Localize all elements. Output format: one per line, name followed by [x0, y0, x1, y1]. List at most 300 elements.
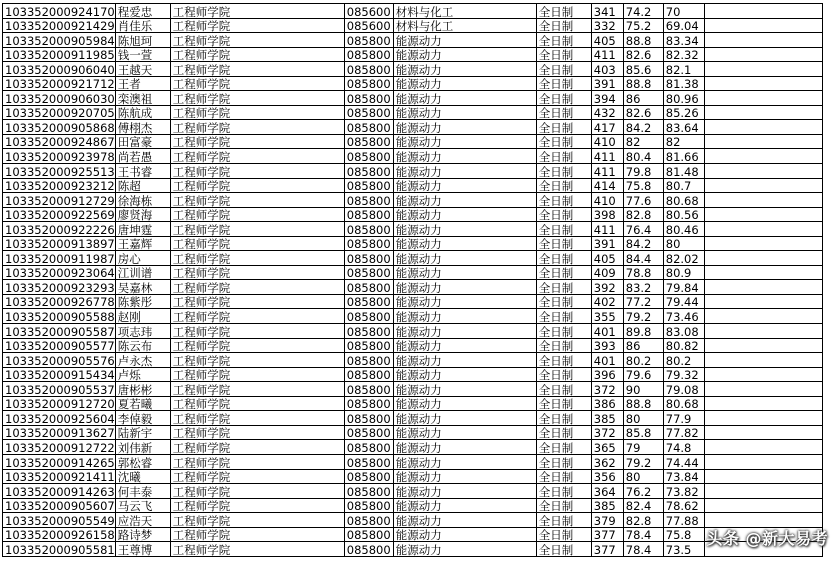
major-name-cell: 能源动力	[393, 309, 536, 324]
study-mode-cell: 全日制	[536, 33, 591, 48]
major-name-cell: 能源动力	[393, 207, 536, 222]
college-cell: 工程师学院	[170, 440, 344, 455]
major-code-cell: 085800	[344, 105, 393, 120]
retest-score-cell: 79.6	[623, 367, 663, 382]
blank-cell	[704, 265, 822, 280]
name-cell: 路诗梦	[115, 527, 170, 542]
major-name-cell: 能源动力	[393, 178, 536, 193]
name-cell: 王书睿	[115, 164, 170, 179]
retest-score-cell: 80	[623, 411, 663, 426]
major-name-cell: 能源动力	[393, 353, 536, 368]
major-name-cell: 能源动力	[393, 513, 536, 528]
exam-id-cell: 103352000920705	[3, 105, 116, 120]
total-score-cell: 80.82	[663, 338, 704, 353]
college-cell: 工程师学院	[170, 18, 344, 33]
major-name-cell: 能源动力	[393, 105, 536, 120]
retest-score-cell: 80.2	[623, 353, 663, 368]
initial-score-cell: 402	[591, 294, 623, 309]
name-cell: 尚若愚	[115, 149, 170, 164]
retest-score-cell: 77.6	[623, 193, 663, 208]
college-cell: 工程师学院	[170, 47, 344, 62]
major-code-cell: 085800	[344, 207, 393, 222]
blank-cell	[704, 324, 822, 339]
major-code-cell: 085800	[344, 164, 393, 179]
blank-cell	[704, 513, 822, 528]
major-name-cell: 能源动力	[393, 280, 536, 295]
major-name-cell: 能源动力	[393, 469, 536, 484]
initial-score-cell: 401	[591, 353, 623, 368]
name-cell: 徐海栋	[115, 193, 170, 208]
initial-score-cell: 372	[591, 425, 623, 440]
table-row	[3, 324, 823, 339]
retest-score-cell: 88.8	[623, 76, 663, 91]
study-mode-cell: 全日制	[536, 207, 591, 222]
college-cell: 工程师学院	[170, 251, 344, 266]
college-cell: 工程师学院	[170, 484, 344, 499]
major-name-cell: 能源动力	[393, 222, 536, 237]
initial-score-cell: 405	[591, 251, 623, 266]
major-code-cell: 085800	[344, 280, 393, 295]
table-row	[3, 251, 823, 266]
exam-id-cell: 103352000922569	[3, 207, 116, 222]
major-code-cell: 085800	[344, 134, 393, 149]
retest-score-cell: 80.4	[623, 149, 663, 164]
table-row	[3, 164, 823, 179]
college-cell: 工程师学院	[170, 454, 344, 469]
table-row	[3, 454, 823, 469]
major-code-cell: 085800	[344, 484, 393, 499]
name-cell: 肖佳乐	[115, 18, 170, 33]
major-name-cell: 能源动力	[393, 33, 536, 48]
blank-cell	[704, 498, 822, 513]
exam-id-cell: 103352000905549	[3, 513, 116, 528]
retest-score-cell: 79.2	[623, 454, 663, 469]
retest-score-cell: 75.8	[623, 178, 663, 193]
name-cell: 何丰泰	[115, 484, 170, 499]
study-mode-cell: 全日制	[536, 236, 591, 251]
name-cell: 陈超	[115, 178, 170, 193]
retest-score-cell: 83.2	[623, 280, 663, 295]
name-cell: 沈曦	[115, 469, 170, 484]
total-score-cell: 82.1	[663, 62, 704, 77]
exam-id-cell: 103352000905576	[3, 353, 116, 368]
college-cell: 工程师学院	[170, 33, 344, 48]
major-code-cell: 085800	[344, 469, 393, 484]
exam-id-cell: 103352000926158	[3, 527, 116, 542]
blank-cell	[704, 411, 822, 426]
table-row	[3, 309, 823, 324]
name-cell: 陆新宇	[115, 425, 170, 440]
college-cell: 工程师学院	[170, 149, 344, 164]
major-name-cell: 能源动力	[393, 542, 536, 557]
initial-score-cell: 411	[591, 222, 623, 237]
major-code-cell: 085800	[344, 33, 393, 48]
college-cell: 工程师学院	[170, 193, 344, 208]
initial-score-cell: 392	[591, 280, 623, 295]
total-score-cell: 77.88	[663, 513, 704, 528]
total-score-cell: 81.66	[663, 149, 704, 164]
total-score-cell: 69.04	[663, 18, 704, 33]
initial-score-cell: 396	[591, 367, 623, 382]
table-row	[3, 105, 823, 120]
major-code-cell: 085800	[344, 513, 393, 528]
total-score-cell: 80	[663, 236, 704, 251]
total-score-cell: 77.82	[663, 425, 704, 440]
blank-cell	[704, 164, 822, 179]
blank-cell	[704, 33, 822, 48]
major-name-cell: 能源动力	[393, 382, 536, 397]
table-row	[3, 484, 823, 499]
exam-id-cell: 103352000905537	[3, 382, 116, 397]
retest-score-cell: 86	[623, 91, 663, 106]
major-code-cell: 085800	[344, 338, 393, 353]
table-row	[3, 382, 823, 397]
name-cell: 应浩天	[115, 513, 170, 528]
college-cell: 工程师学院	[170, 134, 344, 149]
blank-cell	[704, 207, 822, 222]
major-code-cell: 085800	[344, 222, 393, 237]
blank-cell	[704, 4, 822, 19]
total-score-cell: 82.32	[663, 47, 704, 62]
total-score-cell: 70	[663, 4, 704, 19]
exam-id-cell: 103352000926778	[3, 294, 116, 309]
major-name-cell: 能源动力	[393, 47, 536, 62]
college-cell: 工程师学院	[170, 309, 344, 324]
study-mode-cell: 全日制	[536, 105, 591, 120]
study-mode-cell: 全日制	[536, 440, 591, 455]
retest-score-cell: 82.6	[623, 47, 663, 62]
total-score-cell: 85.26	[663, 105, 704, 120]
exam-id-cell: 103352000913897	[3, 236, 116, 251]
college-cell: 工程师学院	[170, 498, 344, 513]
name-cell: 田富豪	[115, 134, 170, 149]
initial-score-cell: 398	[591, 207, 623, 222]
name-cell: 马云飞	[115, 498, 170, 513]
major-code-cell: 085800	[344, 382, 393, 397]
major-code-cell: 085800	[344, 265, 393, 280]
blank-cell	[704, 47, 822, 62]
total-score-cell: 79.32	[663, 367, 704, 382]
blank-cell	[704, 353, 822, 368]
exam-id-cell: 103352000925604	[3, 411, 116, 426]
exam-id-cell: 103352000921411	[3, 469, 116, 484]
total-score-cell: 73.46	[663, 309, 704, 324]
blank-cell	[704, 382, 822, 397]
retest-score-cell: 80	[623, 469, 663, 484]
major-code-cell: 085800	[344, 454, 393, 469]
blank-cell	[704, 294, 822, 309]
retest-score-cell: 90	[623, 382, 663, 397]
study-mode-cell: 全日制	[536, 513, 591, 528]
exam-id-cell: 103352000912722	[3, 440, 116, 455]
major-name-cell: 能源动力	[393, 251, 536, 266]
retest-score-cell: 88.8	[623, 396, 663, 411]
table-row	[3, 411, 823, 426]
total-score-cell: 80.2	[663, 353, 704, 368]
retest-score-cell: 84.2	[623, 120, 663, 135]
retest-score-cell: 85.8	[623, 425, 663, 440]
table-row	[3, 76, 823, 91]
name-cell: 卢烁	[115, 367, 170, 382]
initial-score-cell: 379	[591, 513, 623, 528]
blank-cell	[704, 484, 822, 499]
exam-id-cell: 103352000905868	[3, 120, 116, 135]
major-code-cell: 085800	[344, 193, 393, 208]
major-name-cell: 能源动力	[393, 396, 536, 411]
exam-id-cell: 103352000905607	[3, 498, 116, 513]
major-code-cell: 085800	[344, 309, 393, 324]
college-cell: 工程师学院	[170, 207, 344, 222]
study-mode-cell: 全日制	[536, 338, 591, 353]
exam-id-cell: 103352000911987	[3, 251, 116, 266]
college-cell: 工程师学院	[170, 513, 344, 528]
table-row	[3, 120, 823, 135]
initial-score-cell: 414	[591, 178, 623, 193]
major-name-cell: 能源动力	[393, 454, 536, 469]
blank-cell	[704, 425, 822, 440]
study-mode-cell: 全日制	[536, 134, 591, 149]
total-score-cell: 73.84	[663, 469, 704, 484]
total-score-cell: 78.62	[663, 498, 704, 513]
name-cell: 陈旭珂	[115, 33, 170, 48]
blank-cell	[704, 76, 822, 91]
study-mode-cell: 全日制	[536, 484, 591, 499]
total-score-cell: 81.48	[663, 164, 704, 179]
initial-score-cell: 386	[591, 396, 623, 411]
total-score-cell: 83.64	[663, 120, 704, 135]
major-code-cell: 085800	[344, 425, 393, 440]
name-cell: 刘伟新	[115, 440, 170, 455]
name-cell: 李倬毅	[115, 411, 170, 426]
initial-score-cell: 432	[591, 105, 623, 120]
study-mode-cell: 全日制	[536, 280, 591, 295]
initial-score-cell: 391	[591, 236, 623, 251]
retest-score-cell: 82.8	[623, 207, 663, 222]
exam-id-cell: 103352000922226	[3, 222, 116, 237]
table-row	[3, 91, 823, 106]
study-mode-cell: 全日制	[536, 164, 591, 179]
blank-cell	[704, 309, 822, 324]
total-score-cell: 74.44	[663, 454, 704, 469]
college-cell: 工程师学院	[170, 76, 344, 91]
exam-id-cell: 103352000923978	[3, 149, 116, 164]
college-cell: 工程师学院	[170, 265, 344, 280]
study-mode-cell: 全日制	[536, 542, 591, 557]
retest-score-cell: 78.4	[623, 527, 663, 542]
initial-score-cell: 385	[591, 411, 623, 426]
name-cell: 王嘉辉	[115, 236, 170, 251]
exam-id-cell: 103352000906030	[3, 91, 116, 106]
major-name-cell: 能源动力	[393, 367, 536, 382]
study-mode-cell: 全日制	[536, 382, 591, 397]
retest-score-cell: 79.2	[623, 309, 663, 324]
total-score-cell: 73.82	[663, 484, 704, 499]
retest-score-cell: 89.8	[623, 324, 663, 339]
college-cell: 工程师学院	[170, 164, 344, 179]
blank-cell	[704, 105, 822, 120]
exam-id-cell: 103352000905577	[3, 338, 116, 353]
blank-cell	[704, 469, 822, 484]
total-score-cell: 80.56	[663, 207, 704, 222]
name-cell: 陈紫彤	[115, 294, 170, 309]
study-mode-cell: 全日制	[536, 309, 591, 324]
study-mode-cell: 全日制	[536, 454, 591, 469]
table-row	[3, 207, 823, 222]
major-code-cell: 085600	[344, 18, 393, 33]
college-cell: 工程师学院	[170, 120, 344, 135]
table-row	[3, 469, 823, 484]
table-row	[3, 280, 823, 295]
name-cell: 陈航成	[115, 105, 170, 120]
name-cell: 江训谱	[115, 265, 170, 280]
total-score-cell: 77.9	[663, 411, 704, 426]
initial-score-cell: 411	[591, 164, 623, 179]
total-score-cell: 83.08	[663, 324, 704, 339]
major-code-cell: 085600	[344, 4, 393, 19]
exam-id-cell: 103352000921429	[3, 18, 116, 33]
college-cell: 工程师学院	[170, 338, 344, 353]
college-cell: 工程师学院	[170, 411, 344, 426]
table-row	[3, 47, 823, 62]
retest-score-cell: 74.2	[623, 4, 663, 19]
retest-score-cell: 82.6	[623, 105, 663, 120]
blank-cell	[704, 280, 822, 295]
name-cell: 钱一萱	[115, 47, 170, 62]
table-row	[3, 338, 823, 353]
major-code-cell: 085800	[344, 47, 393, 62]
total-score-cell: 80.96	[663, 91, 704, 106]
score-table	[2, 3, 823, 557]
total-score-cell: 80.46	[663, 222, 704, 237]
major-code-cell: 085800	[344, 76, 393, 91]
total-score-cell: 80.9	[663, 265, 704, 280]
watermark-logo: 头条 @新大易考	[706, 529, 828, 548]
name-cell: 夏若曦	[115, 396, 170, 411]
total-score-cell: 82	[663, 134, 704, 149]
major-code-cell: 085800	[344, 527, 393, 542]
name-cell: 唐彬彬	[115, 382, 170, 397]
table-row	[3, 367, 823, 382]
name-cell: 唐坤霆	[115, 222, 170, 237]
major-name-cell: 能源动力	[393, 338, 536, 353]
blank-cell	[704, 367, 822, 382]
major-name-cell: 能源动力	[393, 76, 536, 91]
study-mode-cell: 全日制	[536, 178, 591, 193]
major-name-cell: 能源动力	[393, 62, 536, 77]
initial-score-cell: 341	[591, 4, 623, 19]
study-mode-cell: 全日制	[536, 47, 591, 62]
major-code-cell: 085800	[344, 411, 393, 426]
initial-score-cell: 364	[591, 484, 623, 499]
retest-score-cell: 76.2	[623, 484, 663, 499]
name-cell: 王者	[115, 76, 170, 91]
initial-score-cell: 411	[591, 149, 623, 164]
name-cell: 廖贤海	[115, 207, 170, 222]
blank-cell	[704, 251, 822, 266]
study-mode-cell: 全日制	[536, 4, 591, 19]
blank-cell	[704, 120, 822, 135]
name-cell: 赵刚	[115, 309, 170, 324]
blank-cell	[704, 222, 822, 237]
initial-score-cell: 385	[591, 498, 623, 513]
study-mode-cell: 全日制	[536, 294, 591, 309]
exam-id-cell: 103352000915434	[3, 367, 116, 382]
blank-cell	[704, 193, 822, 208]
major-name-cell: 能源动力	[393, 120, 536, 135]
name-cell: 卢永杰	[115, 353, 170, 368]
table-row	[3, 62, 823, 77]
exam-id-cell: 103352000913627	[3, 425, 116, 440]
exam-id-cell: 103352000905581	[3, 542, 116, 557]
table-row	[3, 149, 823, 164]
name-cell: 栾澳祖	[115, 91, 170, 106]
exam-id-cell: 103352000921712	[3, 76, 116, 91]
retest-score-cell: 82.4	[623, 498, 663, 513]
major-code-cell: 085800	[344, 353, 393, 368]
total-score-cell: 80.7	[663, 178, 704, 193]
major-code-cell: 085800	[344, 324, 393, 339]
initial-score-cell: 394	[591, 91, 623, 106]
name-cell: 郭松睿	[115, 454, 170, 469]
retest-score-cell: 77.2	[623, 294, 663, 309]
initial-score-cell: 410	[591, 134, 623, 149]
college-cell: 工程师学院	[170, 353, 344, 368]
retest-score-cell: 82.8	[623, 513, 663, 528]
exam-id-cell: 103352000912729	[3, 193, 116, 208]
college-cell: 工程师学院	[170, 542, 344, 557]
retest-score-cell: 79	[623, 440, 663, 455]
blank-cell	[704, 134, 822, 149]
retest-score-cell: 84.4	[623, 251, 663, 266]
initial-score-cell: 417	[591, 120, 623, 135]
exam-id-cell: 103352000912720	[3, 396, 116, 411]
initial-score-cell: 377	[591, 542, 623, 557]
name-cell: 陈云布	[115, 338, 170, 353]
study-mode-cell: 全日制	[536, 367, 591, 382]
table-row	[3, 222, 823, 237]
initial-score-cell: 365	[591, 440, 623, 455]
major-code-cell: 085800	[344, 367, 393, 382]
blank-cell	[704, 236, 822, 251]
initial-score-cell: 355	[591, 309, 623, 324]
exam-id-cell: 103352000905984	[3, 33, 116, 48]
table-row	[3, 294, 823, 309]
table-row	[3, 527, 823, 542]
retest-score-cell: 79.8	[623, 164, 663, 179]
total-score-cell: 79.84	[663, 280, 704, 295]
name-cell: 王越天	[115, 62, 170, 77]
study-mode-cell: 全日制	[536, 396, 591, 411]
table-row	[3, 513, 823, 528]
college-cell: 工程师学院	[170, 62, 344, 77]
exam-id-cell: 103352000924170	[3, 4, 116, 19]
major-code-cell: 085800	[344, 498, 393, 513]
major-code-cell: 085800	[344, 440, 393, 455]
initial-score-cell: 405	[591, 33, 623, 48]
college-cell: 工程师学院	[170, 294, 344, 309]
table-row	[3, 353, 823, 368]
name-cell: 傅栩杰	[115, 120, 170, 135]
study-mode-cell: 全日制	[536, 265, 591, 280]
initial-score-cell: 401	[591, 324, 623, 339]
retest-score-cell: 78.8	[623, 265, 663, 280]
college-cell: 工程师学院	[170, 425, 344, 440]
name-cell: 王尊博	[115, 542, 170, 557]
exam-id-cell: 103352000906040	[3, 62, 116, 77]
total-score-cell: 79.44	[663, 294, 704, 309]
study-mode-cell: 全日制	[536, 149, 591, 164]
initial-score-cell: 332	[591, 18, 623, 33]
